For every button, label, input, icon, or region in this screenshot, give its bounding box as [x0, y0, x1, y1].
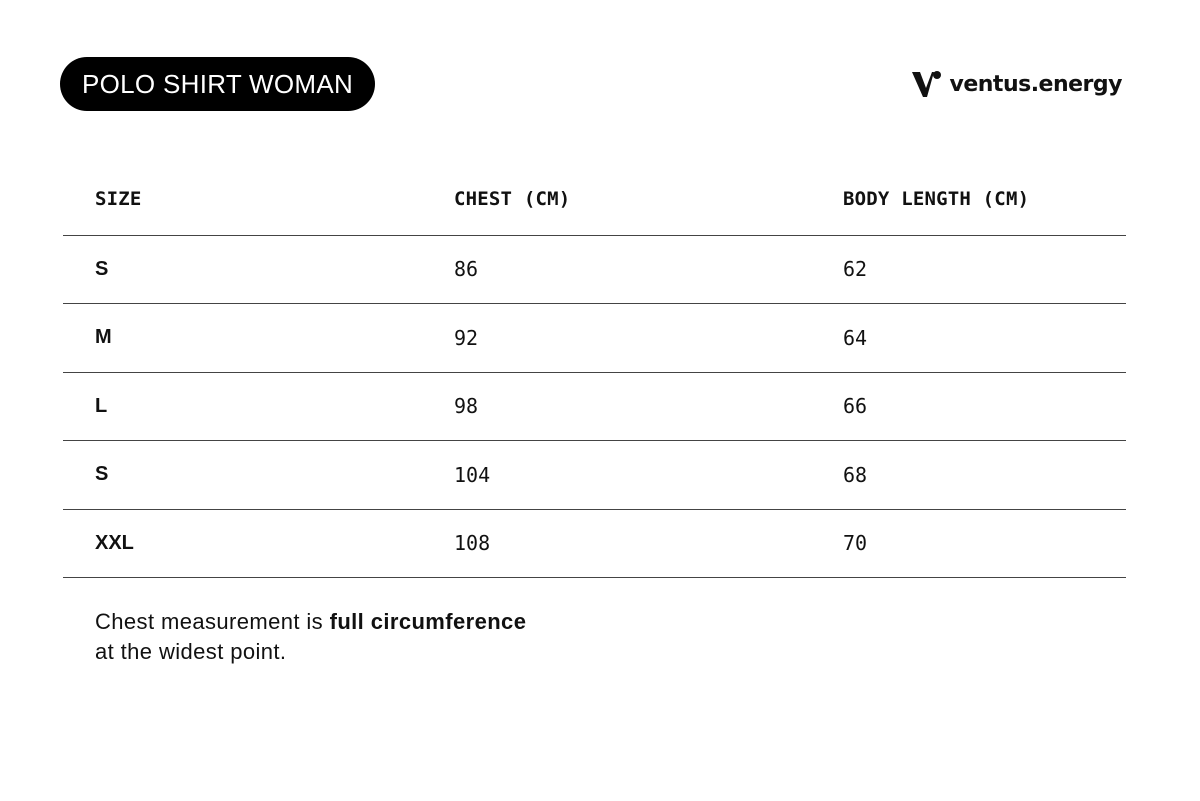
chest-cell: 86	[454, 257, 479, 282]
header-body-length: BODY LENGTH (CM)	[843, 163, 1126, 235]
table-row	[63, 372, 1126, 441]
ventus-v-mark-icon	[912, 70, 942, 98]
body-length-cell: 62	[843, 257, 868, 282]
chest-cell: 108	[454, 531, 491, 556]
page-title-text: POLO SHIRT WOMAN	[82, 68, 354, 99]
size-cell: M	[95, 326, 112, 349]
chest-cell: 104	[454, 462, 491, 487]
brand-logo	[912, 70, 1123, 98]
chest-cell: 98	[454, 394, 479, 419]
page-title	[60, 57, 375, 111]
note-emphasis: full circumference	[329, 609, 527, 634]
table-row	[63, 509, 1126, 578]
chest-cell: 92	[454, 325, 479, 350]
size-cell: L	[95, 394, 108, 417]
size-cell: S	[95, 257, 109, 280]
header-chest: CHEST (CM)	[454, 163, 843, 235]
table-row	[63, 441, 1126, 510]
body-length-cell: 68	[843, 462, 868, 487]
table-row	[63, 304, 1126, 373]
size-cell: XXL	[95, 531, 134, 554]
size-table	[63, 163, 1126, 578]
brand-name: ventus.energy	[949, 71, 1122, 97]
body-length-cell: 70	[843, 531, 868, 556]
measurement-note	[95, 607, 526, 667]
body-length-cell: 66	[843, 394, 868, 419]
note-prefix: Chest measurement is	[95, 609, 330, 634]
body-length-cell: 64	[843, 325, 868, 350]
header-size: SIZE	[63, 163, 454, 235]
table-header-row	[63, 163, 1126, 235]
size-cell: S	[95, 463, 109, 486]
table-row	[63, 235, 1126, 304]
note-suffix: at the widest point.	[95, 639, 287, 664]
